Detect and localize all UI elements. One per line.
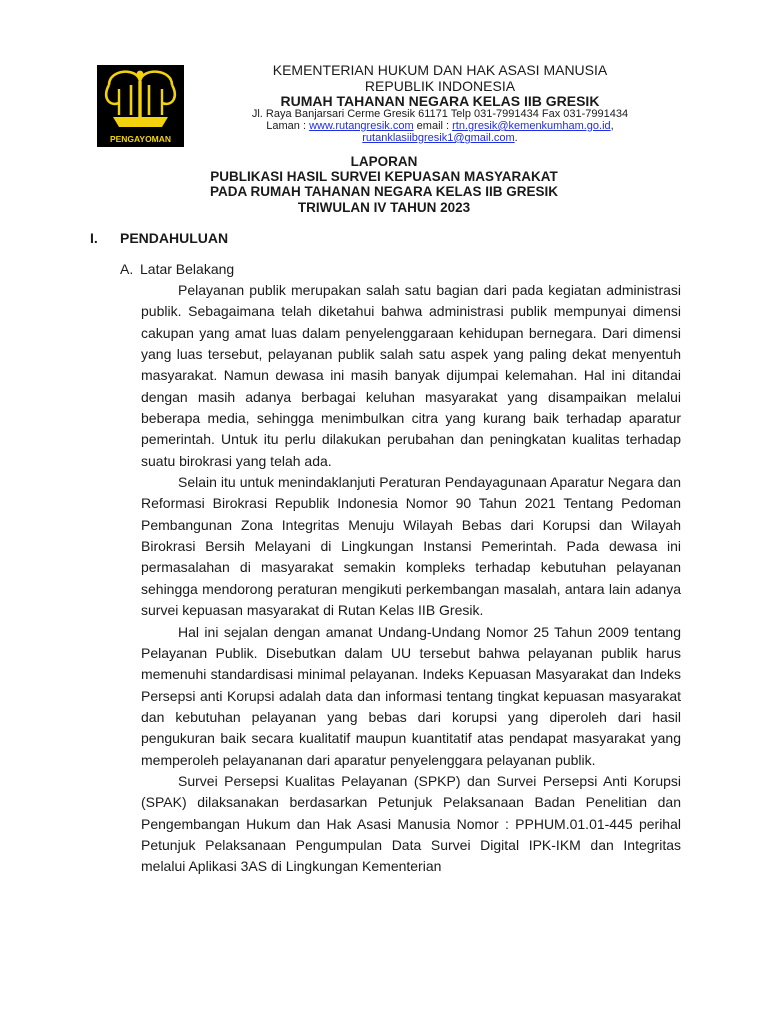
- contact-line-2: [190, 132, 690, 145]
- period-text: .: [514, 132, 518, 144]
- country-name: REPUBLIK INDONESIA: [364, 78, 516, 94]
- paragraph-2: Selain itu untuk menindaklanjuti Peraturan Pendayagunaan Aparatur Negara dan Reformasi Birokrasi Republik Indonesia Nomor 90 Tahun 2021 Tentang Pedoman Pembangunan Zona Integritas Menuju Wilayah Bebas dari Korupsi dan Wilayah Birokrasi Bersih Melayani di Lingkungan Instansi Pemerintah. Pada dewasa ini permasalahan di masyarakat semakin kompleks terhadap kebutuhan pelayanan sehingga mendorong peraturan mengikuti perkembangan masalah, antara lain adanya survei kepuasan masyarakat di Rutan Kelas IIB Gresik.: [141, 474, 681, 619]
- paragraph-1: Pelayanan publik merupakan salah satu bagian dari pada kegiatan administrasi publik. Sebagaimana telah diketahui bahwa administrasi publik mempunyai dimensi cakupan yang amat luas dalam penyelenggaraan kehidupan bernegara. Dari dimensi yang luas tersebut, pelayanan publik salah satu aspek yang paling dekat menyentuh masyarakat. Namun dewasa ini masih banyak dijumpai kelemahan. Hal ini ditandai dengan masih adanya berbagai keluhan masyarakat yang disampaikan melalui beberapa media, sehingga menimbulkan citra yang kurang baik terhadap aparatur pemerintah. Untuk itu perlu dilakukan perubahan dan peningkatan kualitas terhadap suatu birokrasi yang telah ada.: [141, 282, 681, 469]
- email-label: email :: [413, 120, 453, 132]
- report-title: LAPORAN: [350, 154, 418, 169]
- paragraph-3: Hal ini sejalan dengan amanat Undang-Undang Nomor 25 Tahun 2009 tentang Pelayanan Publik. Disebutkan dalam UU tersebut bahwa pelayanan publik harus memenuhi standardisasi minimal pelayanan. Indeks Kepuasan Masyarakat dan Indeks Persepsi anti Korupsi adalah data dan informasi tentang tingkat kepuasan masyarakat dan kebutuhan pelayanan yang bebas dari korupsi yang diperoleh dari hasil pengukuran baik secara kualitatif maupun kuantitatif atas pendapat masyarakat yang memperoleh pelayananan dari aparatur penyelenggara pelayanan publik.: [141, 623, 681, 768]
- subsection-heading: [120, 261, 234, 277]
- address-line: Jl. Raya Banjarsari Cerme Gresik 61171 Telp 031-7991434 Fax 031-7991434: [251, 108, 629, 120]
- ministry-name: KEMENTERIAN HUKUM DAN HAK ASASI MANUSIA: [272, 62, 608, 78]
- laman-label: Laman :: [266, 120, 310, 132]
- report-subtitle-2: PADA RUMAH TAHANAN NEGARA KELAS IIB GRESIK: [209, 184, 558, 199]
- logo-text: PENGAYOMAN: [109, 134, 172, 144]
- report-period: TRIWULAN IV TAHUN 2023: [297, 200, 471, 215]
- website-link[interactable]: www.rutangresik.com: [309, 120, 414, 132]
- email-link-1[interactable]: rtn.gresik@kemenkumham.go.id: [452, 120, 611, 132]
- pengayoman-logo: [97, 65, 184, 147]
- subsection-title: Latar Belakang: [140, 261, 235, 277]
- section-title: PENDAHULUAN: [120, 230, 229, 246]
- section-number: I.: [90, 230, 98, 246]
- report-subtitle-1: PUBLIKASI HASIL SURVEI KEPUASAN MASYARAKAT: [210, 169, 558, 184]
- institution-name: RUMAH TAHANAN NEGARA KELAS IIB GRESIK: [280, 93, 600, 109]
- paragraph-4: Survei Persepsi Kualitas Pelayanan (SPKP) dan Survei Persepsi Anti Korupsi (SPAK) dilaksanakan berdasarkan Petunjuk Pelaksanaan Badan Penelitian dan Pengembangan Hukum dan Hak Asasi Manusia Nomor : PPHUM.01.01-445 perihal Petunjuk Pelaksanaan Pengumpulan Data Survei Digital IPK-IKM dan Integritas melalui Aplikasi 3AS di Lingkungan Kementerian: [141, 772, 681, 875]
- comma-text: ,: [610, 120, 614, 132]
- email-link-2[interactable]: rutanklasiibgresik1@gmail.com: [362, 132, 515, 144]
- body-text: [141, 280, 681, 878]
- section-heading: [90, 230, 228, 246]
- subsection-number: A.: [120, 261, 134, 277]
